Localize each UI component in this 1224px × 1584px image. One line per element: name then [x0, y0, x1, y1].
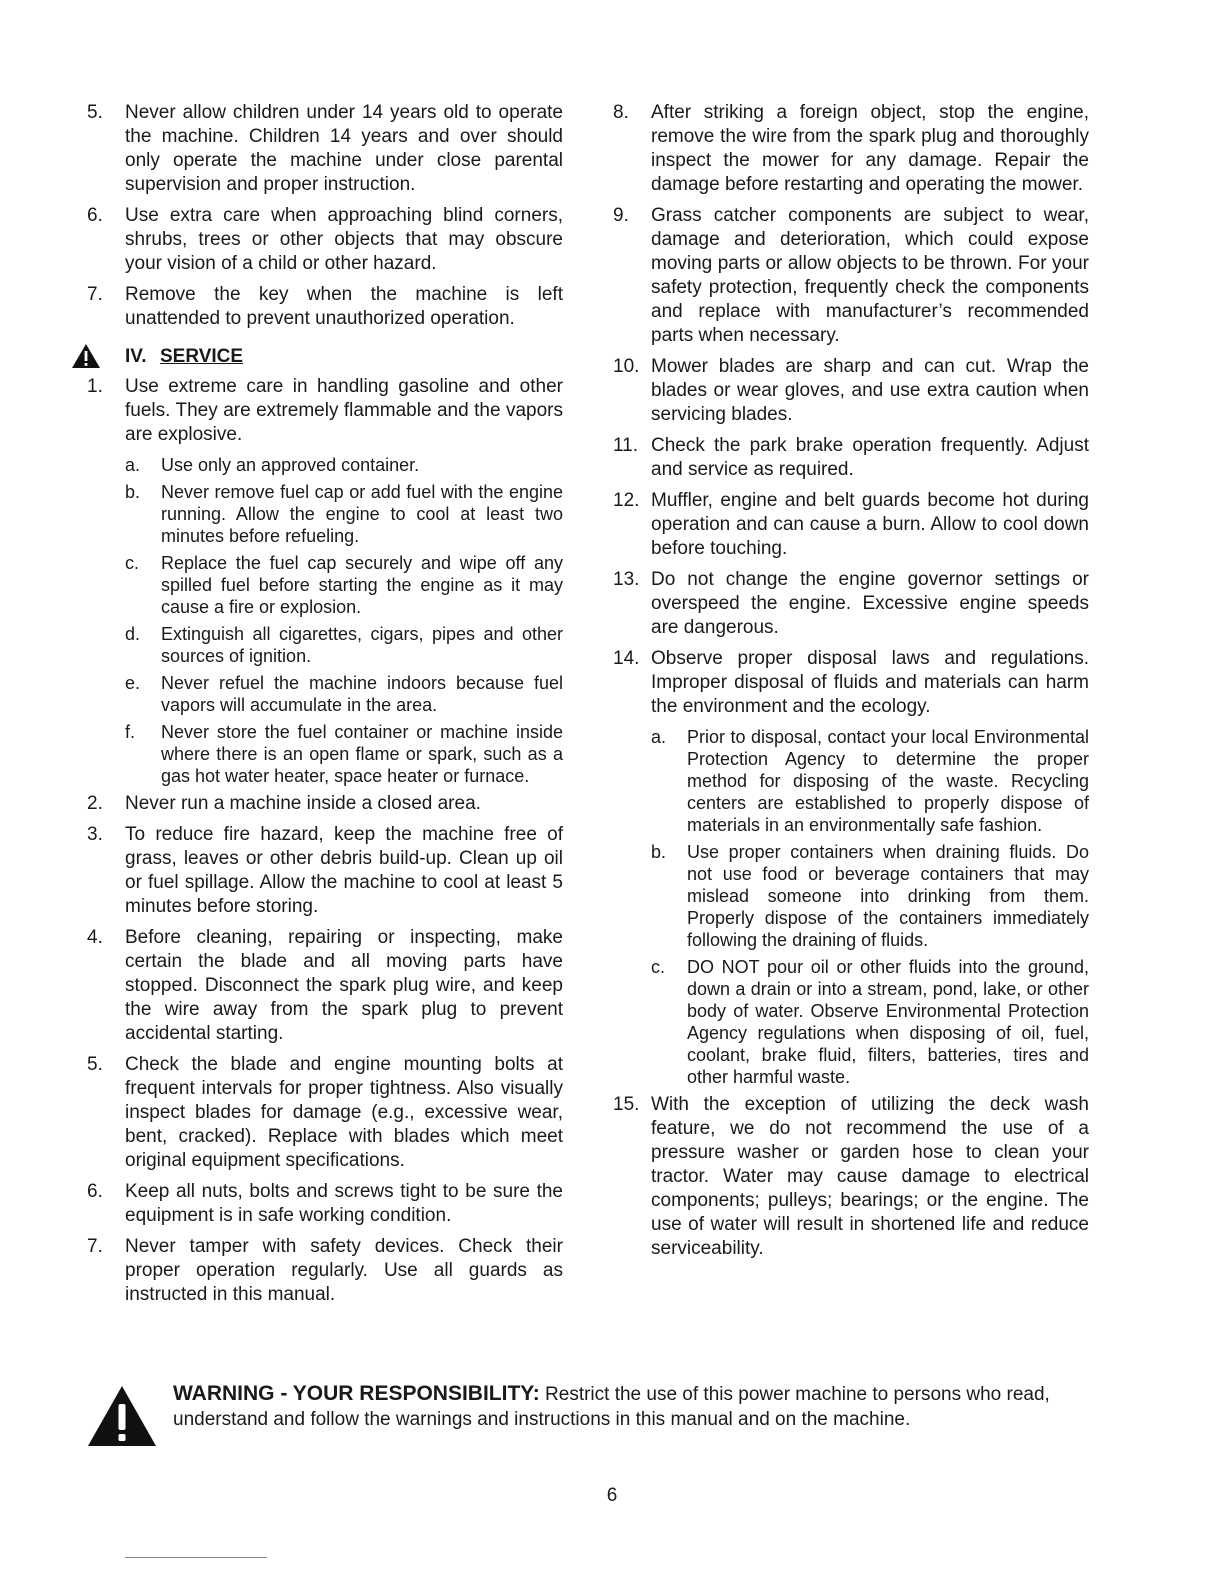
- sub-list-item: [651, 726, 1089, 836]
- list-item: [87, 204, 563, 276]
- item-text: Grass catcher components are subject to wear, damage and deterioration, which could expose moving parts or allow objects to be thrown. For your safety protection, frequently check the components and replace with manufacturer’s recommended parts when necessary.: [651, 205, 1089, 346]
- list-item: [87, 283, 563, 331]
- sub-item-text: DO NOT pour oil or other fluids into the ground, down a drain or into a stream, pond, lake, or other body of water. Observe Environmental Protection Agency regulations when disposing of oil, fuel, coolant, brake fluid, filters, batteries, tires and other harmful waste.: [687, 957, 1089, 1087]
- list-item: [87, 926, 563, 1046]
- list-item: [87, 1235, 563, 1307]
- item-number: 6.: [87, 1181, 103, 1202]
- item-number: 8.: [613, 102, 629, 123]
- warning-notice: [86, 1381, 1096, 1451]
- section-number: IV.: [125, 346, 147, 367]
- item-text: Never run a machine inside a closed area.: [125, 793, 481, 814]
- warning-text: [173, 1381, 1093, 1432]
- sub-item-text: Never refuel the machine indoors because fuel vapors will accumulate in the area.: [161, 673, 563, 715]
- item-number: 9.: [613, 205, 629, 226]
- sub-item-text: Use proper containers when draining fluids. Do not use food or beverage containers that may mislead someone into drinking from them. Properly dispose of the containers immediately following the draining of fluids.: [687, 842, 1089, 950]
- sub-item-letter: c.: [125, 553, 140, 573]
- item-number: 15.: [613, 1094, 640, 1115]
- left-column: [87, 101, 563, 1314]
- list-item: [87, 792, 563, 816]
- warning-triangle-icon: [71, 343, 101, 369]
- item-number: 12.: [613, 490, 640, 511]
- item-number: 11.: [613, 435, 639, 456]
- sub-list-item: [125, 623, 563, 667]
- section-title: SERVICE: [160, 346, 244, 367]
- item-text: Mower blades are sharp and can cut. Wrap the blades or wear gloves, and use extra caution when servicing blades.: [651, 356, 1089, 425]
- footer-divider: [125, 1557, 267, 1558]
- warning-body: Restrict the use of this power machine to persons who read, understand and follow the warnings and instructions in this manual and on the machine.: [173, 1384, 1050, 1430]
- item-text: Muffler, engine and belt guards become hot during operation and can cause a burn. Allow to cool down before touching.: [651, 490, 1089, 559]
- item-number: 6.: [87, 205, 103, 226]
- sub-item-letter: b.: [651, 842, 667, 862]
- item-number: 14.: [613, 648, 640, 669]
- item-text: Never allow children under 14 years old to operate the machine. Children 14 years and over should only operate the machine under close parental supervision and proper instruction.: [125, 102, 563, 195]
- right-column: [613, 101, 1089, 1268]
- item-number: 1.: [87, 376, 103, 397]
- warning-heading: WARNING - YOUR RESPONSIBILITY:: [173, 1382, 540, 1405]
- item-number: 2.: [87, 793, 103, 814]
- sub-item-letter: c.: [651, 957, 666, 977]
- sub-item-text: Use only an approved container.: [161, 455, 420, 475]
- item-number: 7.: [87, 1236, 103, 1257]
- list-item: [613, 204, 1089, 348]
- item-text: Use extra care when approaching blind corners, shrubs, trees or other objects that may obscure your vision of a child or other hazard.: [125, 205, 563, 274]
- item-number: 13.: [613, 569, 640, 590]
- item-text: Before cleaning, repairing or inspecting, make certain the blade and all moving parts have stopped. Disconnect the spark plug wire, and keep the wire away from the spark plug to prevent accidental starting.: [125, 927, 563, 1044]
- sub-item-text: Extinguish all cigarettes, cigars, pipes and other sources of ignition.: [161, 624, 563, 666]
- page-number: 6: [606, 1485, 618, 1506]
- item-number: 5.: [87, 1054, 103, 1075]
- item-text: Check the blade and engine mounting bolts at frequent intervals for proper tightness. Also visually inspect blades for damage (e.g., excessive wear, bent, cracked). Replace with blades which meet original equipment specifications.: [125, 1054, 563, 1171]
- sub-item-letter: f.: [125, 722, 136, 742]
- list-item: [613, 1093, 1089, 1261]
- list-item: [613, 568, 1089, 640]
- warning-triangle-icon: [86, 1384, 158, 1448]
- item-text: Remove the key when the machine is left unattended to prevent unauthorized operation.: [125, 284, 563, 329]
- list-item: [613, 489, 1089, 561]
- item-text: Check the park brake operation frequently. Adjust and service as required.: [651, 435, 1089, 480]
- item-text: Use extreme care in handling gasoline and other fuels. They are extremely flammable and the vapors are explosive.: [125, 376, 563, 445]
- sub-list-item: [651, 841, 1089, 951]
- sub-item-letter: a.: [125, 455, 141, 475]
- list-item: [87, 101, 563, 197]
- item-text: To reduce fire hazard, keep the machine free of grass, leaves or other debris build-up. Clean up oil or fuel spillage. Allow the machine to cool at least 5 minutes before storing.: [125, 824, 563, 917]
- sub-item-text: Never store the fuel container or machine inside where there is an open flame or spark, such as a gas hot water heater, space heater or furnace.: [161, 722, 563, 786]
- list-item: [87, 375, 563, 447]
- item-number: 3.: [87, 824, 103, 845]
- sub-item-text: Never remove fuel cap or add fuel with the engine running. Allow the engine to cool at least two minutes before refueling.: [161, 482, 563, 546]
- list-item: [87, 1180, 563, 1228]
- sub-item-letter: d.: [125, 624, 141, 644]
- item-number: 4.: [87, 927, 103, 948]
- sub-item-letter: a.: [651, 727, 667, 747]
- sub-list-item: [125, 552, 563, 618]
- item-number: 7.: [87, 284, 103, 305]
- item-text: Never tamper with safety devices. Check their proper operation regularly. Use all guards as instructed in this manual.: [125, 1236, 563, 1305]
- sub-item-text: Prior to disposal, contact your local Environmental Protection Agency to determine the proper method for disposing of the waste. Recycling centers are established to properly dispose of materials in an environmentally safe fashion.: [687, 727, 1089, 835]
- item-text: With the exception of utilizing the deck wash feature, we do not recommend the use of a pressure washer or garden hose to clean your tractor. Water may cause damage to electrical components; pulleys; bearings; or the engine. The use of water will result in shortened life and reduce serviceability.: [651, 1094, 1089, 1259]
- item-text: Do not change the engine governor settings or overspeed the engine. Excessive engine speeds are dangerous.: [651, 569, 1089, 638]
- list-item: [613, 101, 1089, 197]
- list-item: [87, 1053, 563, 1173]
- sub-list-item: [125, 721, 563, 787]
- item-text: After striking a foreign object, stop the engine, remove the wire from the spark plug and thoroughly inspect the mower for any damage. Repair the damage before restarting and operating the mower.: [651, 102, 1089, 195]
- list-item: [613, 647, 1089, 719]
- list-item: [613, 434, 1089, 482]
- sub-list-item: [125, 454, 563, 476]
- section-heading: [87, 343, 563, 371]
- list-item: [87, 823, 563, 919]
- sub-item-text: Replace the fuel cap securely and wipe off any spilled fuel before starting the engine as it may cause a fire or explosion.: [161, 553, 563, 617]
- item-text: Keep all nuts, bolts and screws tight to be sure the equipment is in safe working condition.: [125, 1181, 563, 1226]
- sub-item-letter: e.: [125, 673, 141, 693]
- sub-list-item: [125, 672, 563, 716]
- sub-list-item: [651, 956, 1089, 1088]
- list-item: [613, 355, 1089, 427]
- sub-list-item: [125, 481, 563, 547]
- item-number: 5.: [87, 102, 103, 123]
- item-number: 10.: [613, 356, 640, 377]
- sub-item-letter: b.: [125, 482, 141, 502]
- item-text: Observe proper disposal laws and regulations. Improper disposal of fluids and materials can harm the environment and the ecology.: [651, 648, 1089, 717]
